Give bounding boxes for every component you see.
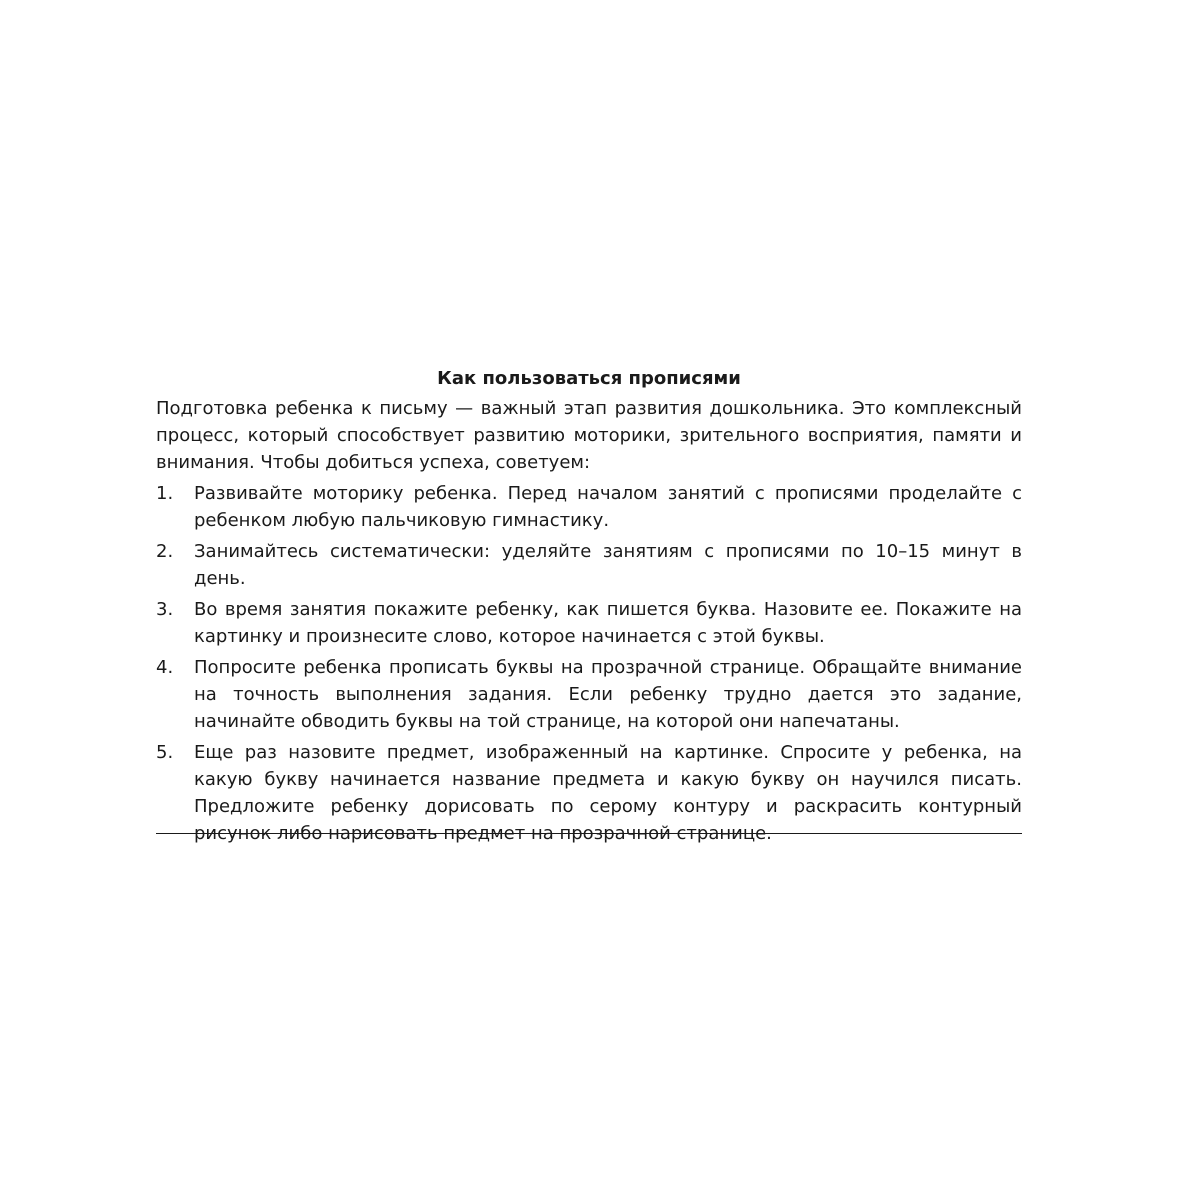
step-number: 1. bbox=[156, 483, 174, 504]
page-title: Как пользоваться прописями bbox=[437, 368, 741, 389]
list-item bbox=[156, 480, 1022, 534]
intro-paragraph: Подготовка ребенка к письму — важный этап развития дошкольника. Это комплексный процесс, который способствует развитию моторики, зрительного восприятия, памяти и внимания. Чтобы добиться успеха, советуем: bbox=[156, 398, 1022, 473]
step-text: Попросите ребенка прописать буквы на прозрачной странице. Обращайте внимание на точность выполнения задания. Если ребенку трудно дается это задание, начинайте обводить буквы на той странице, на которой они напечатаны. bbox=[194, 657, 1022, 732]
steps-list bbox=[156, 480, 1022, 847]
step-number: 5. bbox=[156, 742, 174, 763]
list-item bbox=[156, 739, 1022, 847]
step-text: Во время занятия покажите ребенку, как пишется буква. Назовите ее. Покажите на картинку и произнесите слово, которое начинается с этой буквы. bbox=[194, 599, 1022, 647]
step-text: Развивайте моторику ребенка. Перед началом занятий с прописями проделайте с ребенком любую пальчиковую гимнастику. bbox=[194, 483, 1022, 531]
instructions-block bbox=[156, 365, 1022, 847]
step-number: 2. bbox=[156, 541, 174, 562]
list-item bbox=[156, 596, 1022, 650]
step-text: Занимайтесь систематически: уделяйте занятиям с прописями по 10–15 минут в день. bbox=[194, 541, 1022, 589]
list-item bbox=[156, 538, 1022, 592]
step-number: 3. bbox=[156, 599, 174, 620]
horizontal-divider bbox=[156, 833, 1022, 834]
list-item bbox=[156, 654, 1022, 735]
step-text: Еще раз назовите предмет, изображенный на картинке. Спросите у ребенка, на какую букву начинается название предмета и какую букву он научился писать. Предложите ребенку дорисовать по серому контуру и раскрасить контурный рисунок либо нарисовать предмет на прозрачной странице. bbox=[194, 742, 1022, 844]
step-number: 4. bbox=[156, 657, 174, 678]
